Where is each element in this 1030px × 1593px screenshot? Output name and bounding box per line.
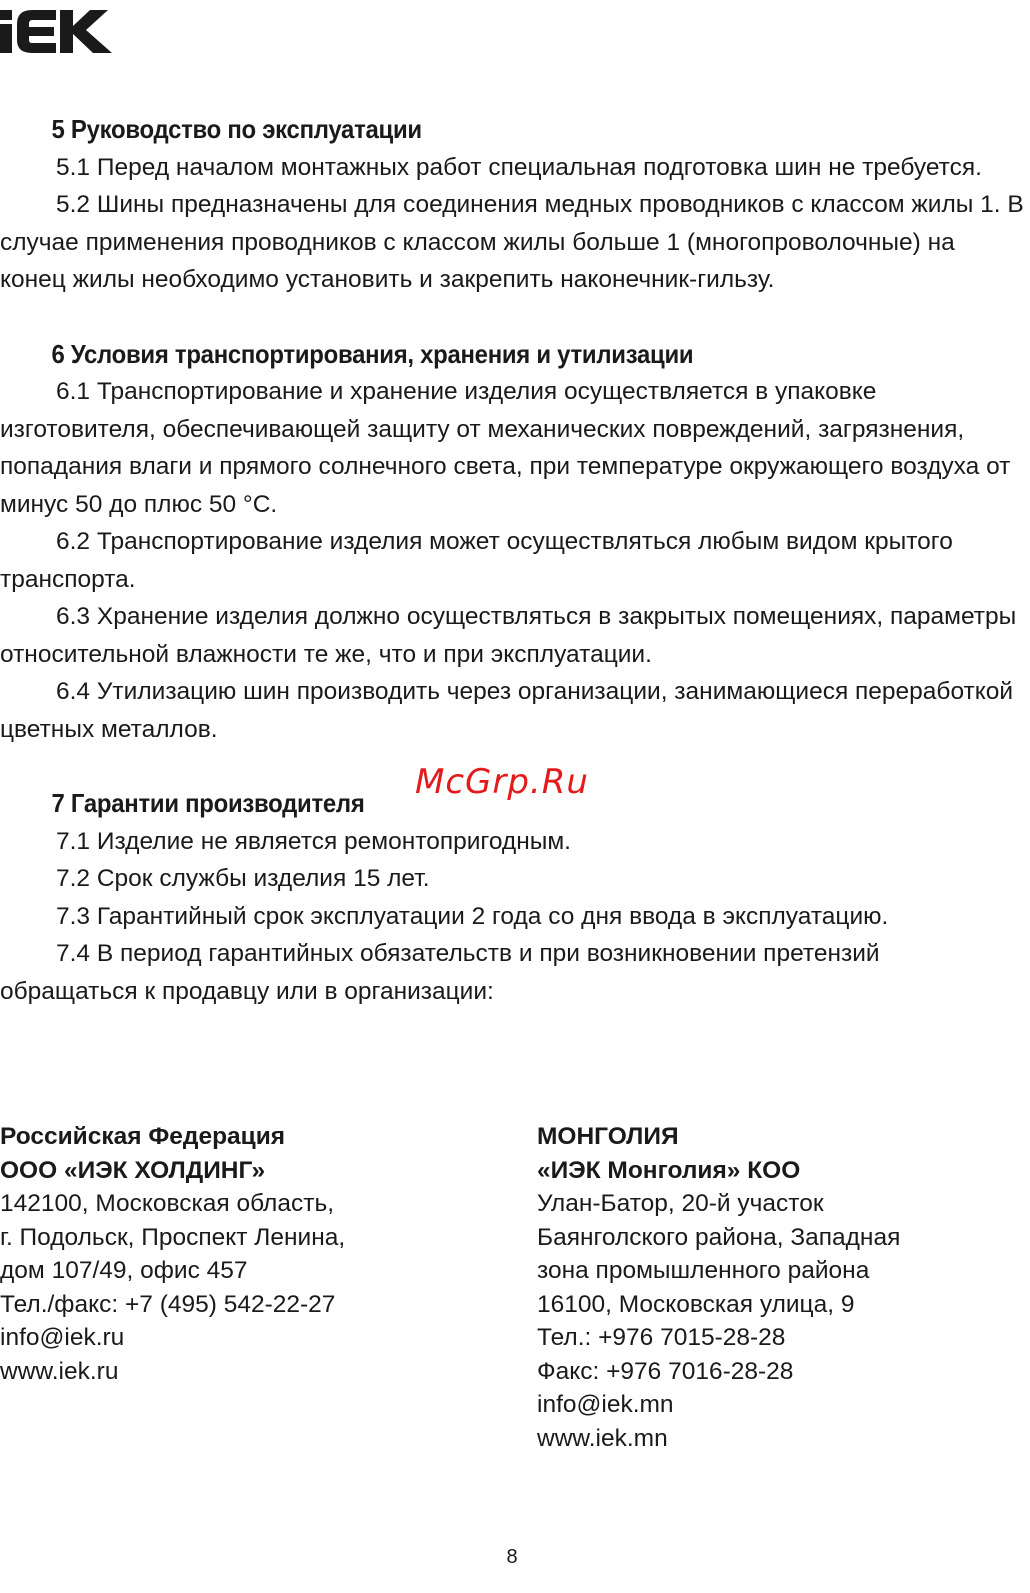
iek-logo [0, 2, 114, 56]
watermark-text: McGrp.Ru [415, 762, 589, 802]
section-heading: 5 Руководство по эксплуатации [51, 114, 422, 144]
contact-mongolia [537, 1120, 900, 1455]
paragraph: 5.2 Шины предназначены для соединения медных проводников с классом жилы 1. В случае применения проводников с классом жилы больше 1 (многопроволочные) на конец жилы необходимо установить и закрепить наконечник-гильзу. [0, 191, 1024, 293]
contact-country: МОНГОЛИЯ [537, 1123, 679, 1150]
paragraph: 7.4 В период гарантийных обязательств и при возникновении претензий обращаться к продавцу или в организации: [0, 940, 880, 1005]
paragraph: 6.2 Транспортирование изделия может осуществляться любым видом крытого транспорта. [0, 528, 953, 593]
paragraph: 7.2 Срок службы изделия 15 лет. [56, 865, 430, 892]
contact-address-line: г. Подольск, Проспект Ленина, [0, 1223, 346, 1251]
contact-address-line: 16100, Московская улица, 9 [537, 1290, 855, 1318]
iek-logo-graphic [0, 2, 114, 56]
contact-address-line: зона промышленного района [537, 1257, 870, 1284]
contact-address-line: 142100, Московская область, [0, 1190, 335, 1217]
contact-address-line: дом 107/49, офис 457 [0, 1257, 248, 1284]
contact-company: ООО «ИЭК ХОЛДИНГ» [0, 1156, 266, 1184]
paragraph: 7.1 Изделие не является ремонтопригодным. [56, 827, 571, 855]
contact-phone: Тел./факс: +7 (495) 542-22-27 [0, 1290, 336, 1318]
paragraph: 6.4 Утилизацию шин производить через организации, занимающиеся переработкой цветных металлов. [0, 678, 1014, 743]
document-body [0, 111, 1024, 1010]
contact-email[interactable]: info@iek.mn [537, 1391, 674, 1418]
paragraph: 7.3 Гарантийный срок эксплуатации 2 года со дня ввода в эксплуатацию. [56, 902, 889, 930]
contact-website[interactable]: www.iek.ru [0, 1357, 119, 1385]
contact-fax: Факс: +976 7016-28-28 [537, 1357, 794, 1385]
section-heading: 6 Условия транспортирования, хранения и утилизации [51, 338, 694, 369]
contact-phone: Тел.: +976 7015-28-28 [537, 1324, 786, 1351]
contact-email[interactable]: info@iek.ru [0, 1324, 125, 1351]
contact-russia [0, 1120, 345, 1388]
contact-website[interactable]: www.iek.mn [537, 1424, 668, 1452]
contact-country: Российская Федерация [0, 1123, 286, 1150]
section-5 [0, 111, 1024, 299]
paragraph: 6.3 Хранение изделия должно осуществляться в закрытых помещениях, параметры относительной влажности те же, что и при эксплуатации. [0, 603, 1017, 668]
contact-address-line: Баянголского района, Западная [537, 1223, 901, 1251]
contact-address-line: Улан-Батор, 20-й участок [537, 1190, 824, 1217]
page-number: 8 [506, 1546, 518, 1568]
contact-company: «ИЭК Монголия» КОО [537, 1156, 801, 1184]
section-6 [0, 336, 1024, 749]
section-7 [0, 785, 1024, 1010]
paragraph: 5.1 Перед началом монтажных работ специальная подготовка шин не требуется. [56, 153, 982, 181]
paragraph: 6.1 Транспортирование и хранение изделия осуществляется в упаковке изготовителя, обеспечивающей защиту от механических повреждений, загрязнения, попадания влаги и прямого солнечного света, при температуре окружающего воздуха от минус 50 до плюс 50 °С. [0, 378, 1011, 518]
section-heading: 7 Гарантии производителя [51, 788, 365, 818]
